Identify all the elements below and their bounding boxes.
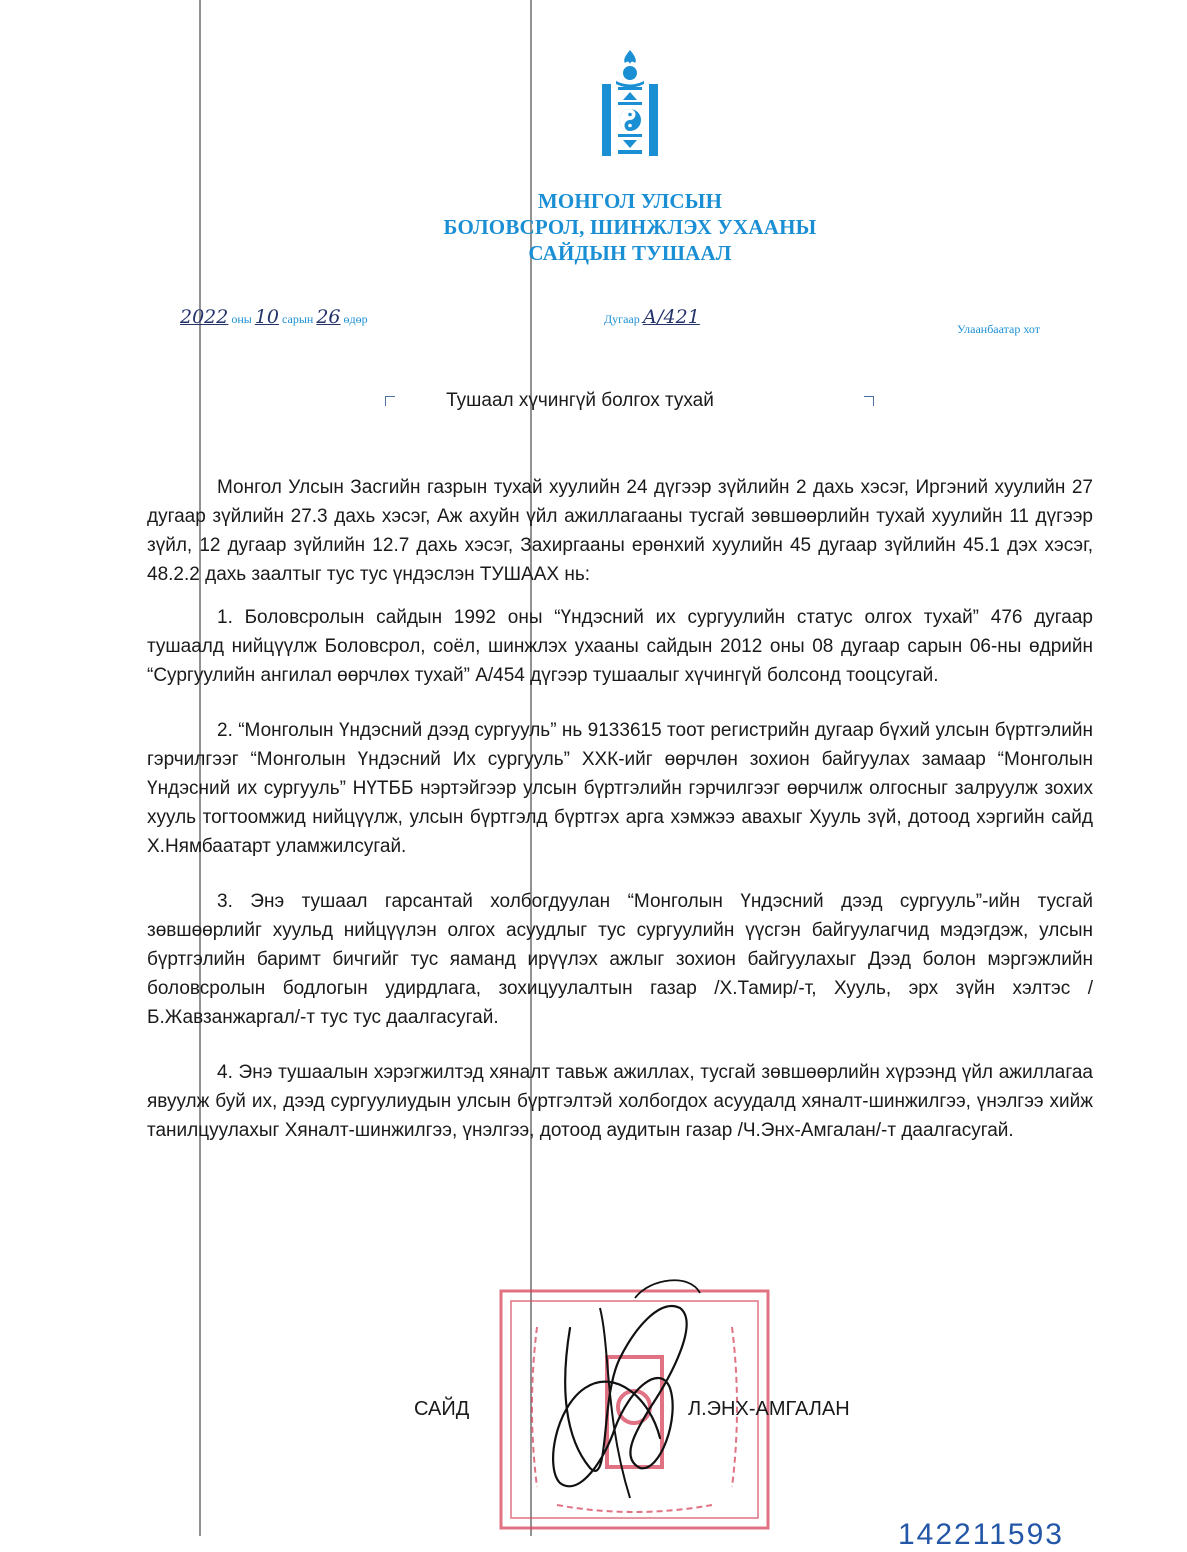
- date-line: [180, 306, 368, 328]
- order-number-value: А/421: [642, 306, 700, 328]
- date-year-label: оны: [231, 312, 252, 326]
- header-line-1: МОНГОЛ УЛСЫН: [537, 189, 723, 213]
- date-month-label: сарын: [282, 312, 314, 326]
- order-number-label: Дугаар: [604, 312, 640, 326]
- ministry-header: [380, 188, 880, 266]
- signatory-title: САЙД: [414, 1398, 470, 1420]
- soyombo-emblem-icon: [594, 48, 666, 172]
- header-line-2: БОЛОВСРОЛ, ШИНЖЛЭХ УХААНЫ: [443, 215, 817, 239]
- header-line-3: САЙДЫН ТУШААЛ: [528, 241, 732, 265]
- paragraph-preamble: Монгол Улсын Засгийн газрын тухай хуулийн 24 дүгээр зүйлийн 2 дахь хэсэг, Иргэний хуулийн 27 дугаар зүйлийн 27.3 дахь хэсэг, Аж ахуйн үйл ажиллагааны тусгай зөвшөөрлийн тухай хуулийн 11 дүгээр зүйл, 12 дугаар зүйлийн 12.7 дахь хэсэг, Захиргааны ерөнхий хуулийн 45 дугаар зүйлийн 45.1 дэх хэсэг, 48.2.2 дахь заалтыг тус тус үндэслэн ТУШААХ нь:: [147, 477, 1093, 585]
- paragraph-item-3: 3. Энэ тушаал гарсантай холбогдуулан “Монголын Үндэсний дээд сургууль”-ийн тусгай зөвшөөрлийг хуульд нийцүүлэн олгох асуудлыг тус сургуулийн үүсгэн байгуулагчид мэдэгдэж, улсын бүртгэлийн баримт бичгийг тус яаманд ирүүлэх ажлыг зохион байгуулахыг Дээд болон мэргэжлийн боловсролын бодлогын удирдлага, зохицуулалтын газар /Х.Тамир/-т, Хууль, эрх зүйн хэлтэс /Б.Жавзанжаргал/-т тус тус даалгасугай.: [147, 891, 1093, 1028]
- order-body: [147, 473, 1093, 1145]
- serial-number: 142211593: [898, 1518, 1064, 1551]
- date-day-label: өдөр: [343, 312, 368, 326]
- signatory-name: Л.ЭНХ-АМГАЛАН: [688, 1398, 850, 1420]
- date-month: 10: [254, 306, 280, 328]
- subject-title: Тушаал хүчингүй болгох тухай: [446, 390, 714, 411]
- paragraph-item-1: 1. Боловсролын сайдын 1992 оны “Үндэсний их сургуулийн статус олгох тухай” 476 дугаар тушаалд нийцүүлж Боловсрол, соёл, шинжлэх ухааны сайдын 2012 оны 08 дугаар сарын 06-ны өдрийн “Сургуулийн ангилал өөрчлөх тухай” А/454 дүгээр тушаалыг хүчингүй болсонд тооцсугай.: [147, 607, 1093, 686]
- city: Улаанбаатар хот: [957, 322, 1040, 336]
- subject-bracket-right: [864, 396, 874, 406]
- paragraph-item-2: 2. “Монголын Үндэсний дээд сургууль” нь 9133615 тоот регистрийн дугаар бүхий улсын бүртгэлийн гэрчилгээг “Монголын Үндэсний Их сургууль” ХХК-ийг өөрчлөн зохион байгуулах замаар “Монголын Үндэсний их сургууль” НҮТББ нэртэйгээр улсын бүртгэлийн гэрчилгээг өөрчилж олгосныг залруулж зохих хууль тогтоомжид нийцүүлж, улсын бүртгэлд бүртгэх арга хэмжээ авахыг Хууль зүй, дотоод хэргийн сайд Х.Нямбаатарт уламжилсугай.: [147, 720, 1093, 857]
- order-number: [604, 306, 700, 328]
- minister-signature-icon: [540, 1268, 710, 1508]
- paragraph-item-4: 4. Энэ тушаалын хэрэгжилтэд хяналт тавьж ажиллах, тусгай зөвшөөрлийн хүрээнд үйл ажиллагаа явуулж буй их, дээд сургуулиудын улсын бүртгэлтэй холбогдох асуудалд хяналт-шинжилгээ, үнэлгээ хийж танилцуулахыг Хяналт-шинжилгээ, үнэлгээ, дотоод аудитын газар /Ч.Энх-Амгалан/-т даалгасугай.: [147, 1062, 1093, 1141]
- date-day: 26: [316, 306, 341, 328]
- date-year: 2022: [180, 306, 229, 328]
